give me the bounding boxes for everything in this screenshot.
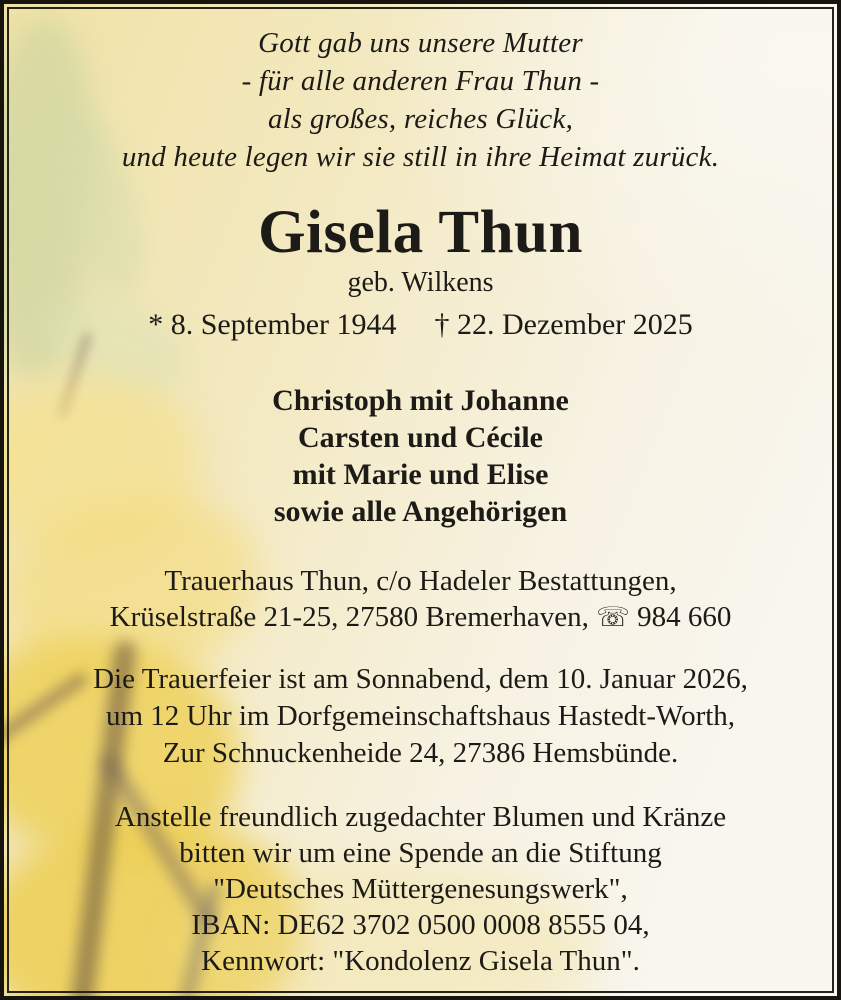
donation-line: IBAN: DE62 3702 0500 0008 8555 04, <box>191 909 650 941</box>
funeral-home-line: Trauerhaus Thun, c/o Hadeler Bestattungen, <box>164 565 677 597</box>
mourner-line: sowie alle Angehörigen <box>273 495 568 528</box>
dagger-symbol: † <box>434 308 450 341</box>
epigraph <box>0 24 841 176</box>
phone-number: 984 660 <box>637 601 732 633</box>
funeral-home-address: Krüselstraße 21-25, 27580 Bremerhaven, <box>109 601 589 633</box>
birth-name: geb. Wilkens <box>347 267 494 298</box>
funeral-home-address-line <box>0 599 841 636</box>
funeral-home-info <box>0 563 841 636</box>
mourners-list <box>0 382 841 530</box>
born-star-symbol: * <box>148 308 164 341</box>
donation-line: bitten wir um eine Spende an die Stiftung <box>179 837 662 869</box>
epigraph-line: und heute legen wir sie still in ihre Heimat zurück. <box>121 141 720 173</box>
life-dates <box>0 306 841 344</box>
epigraph-line: Gott gab uns unsere Mutter <box>258 27 583 59</box>
telephone-icon: ☏ <box>596 602 630 633</box>
donation-line: "Deutsches Müttergenesungswerk", <box>213 873 628 905</box>
donation-line: Kennwort: "Kondolenz Gisela Thun". <box>201 945 640 977</box>
deceased-name: Gisela Thun <box>258 199 583 266</box>
donation-line: Anstelle freundlich zugedachter Blumen und Kränze <box>114 801 727 833</box>
epigraph-line: - für alle anderen Frau Thun - <box>241 65 600 97</box>
donation-request <box>0 799 841 979</box>
birth-date <box>148 306 396 344</box>
service-line: Zur Schnuckenheide 24, 27386 Hemsbünde. <box>162 737 679 769</box>
mourner-line: mit Marie und Elise <box>292 458 549 491</box>
birth-date-text: 8. September 1944 <box>170 308 397 341</box>
service-line: Die Trauerfeier ist am Sonnabend, dem 10. Januar 2026, <box>93 663 748 695</box>
service-line: um 12 Uhr im Dorfgemeinschaftshaus Hastedt-Worth, <box>105 700 736 732</box>
mourner-line: Carsten und Cécile <box>298 421 543 454</box>
epigraph-line: als großes, reiches Glück, <box>267 103 574 135</box>
death-date-text: 22. Dezember 2025 <box>457 308 693 341</box>
death-date <box>435 306 693 344</box>
service-details <box>0 661 841 772</box>
mourner-line: Christoph mit Johanne <box>272 384 569 417</box>
